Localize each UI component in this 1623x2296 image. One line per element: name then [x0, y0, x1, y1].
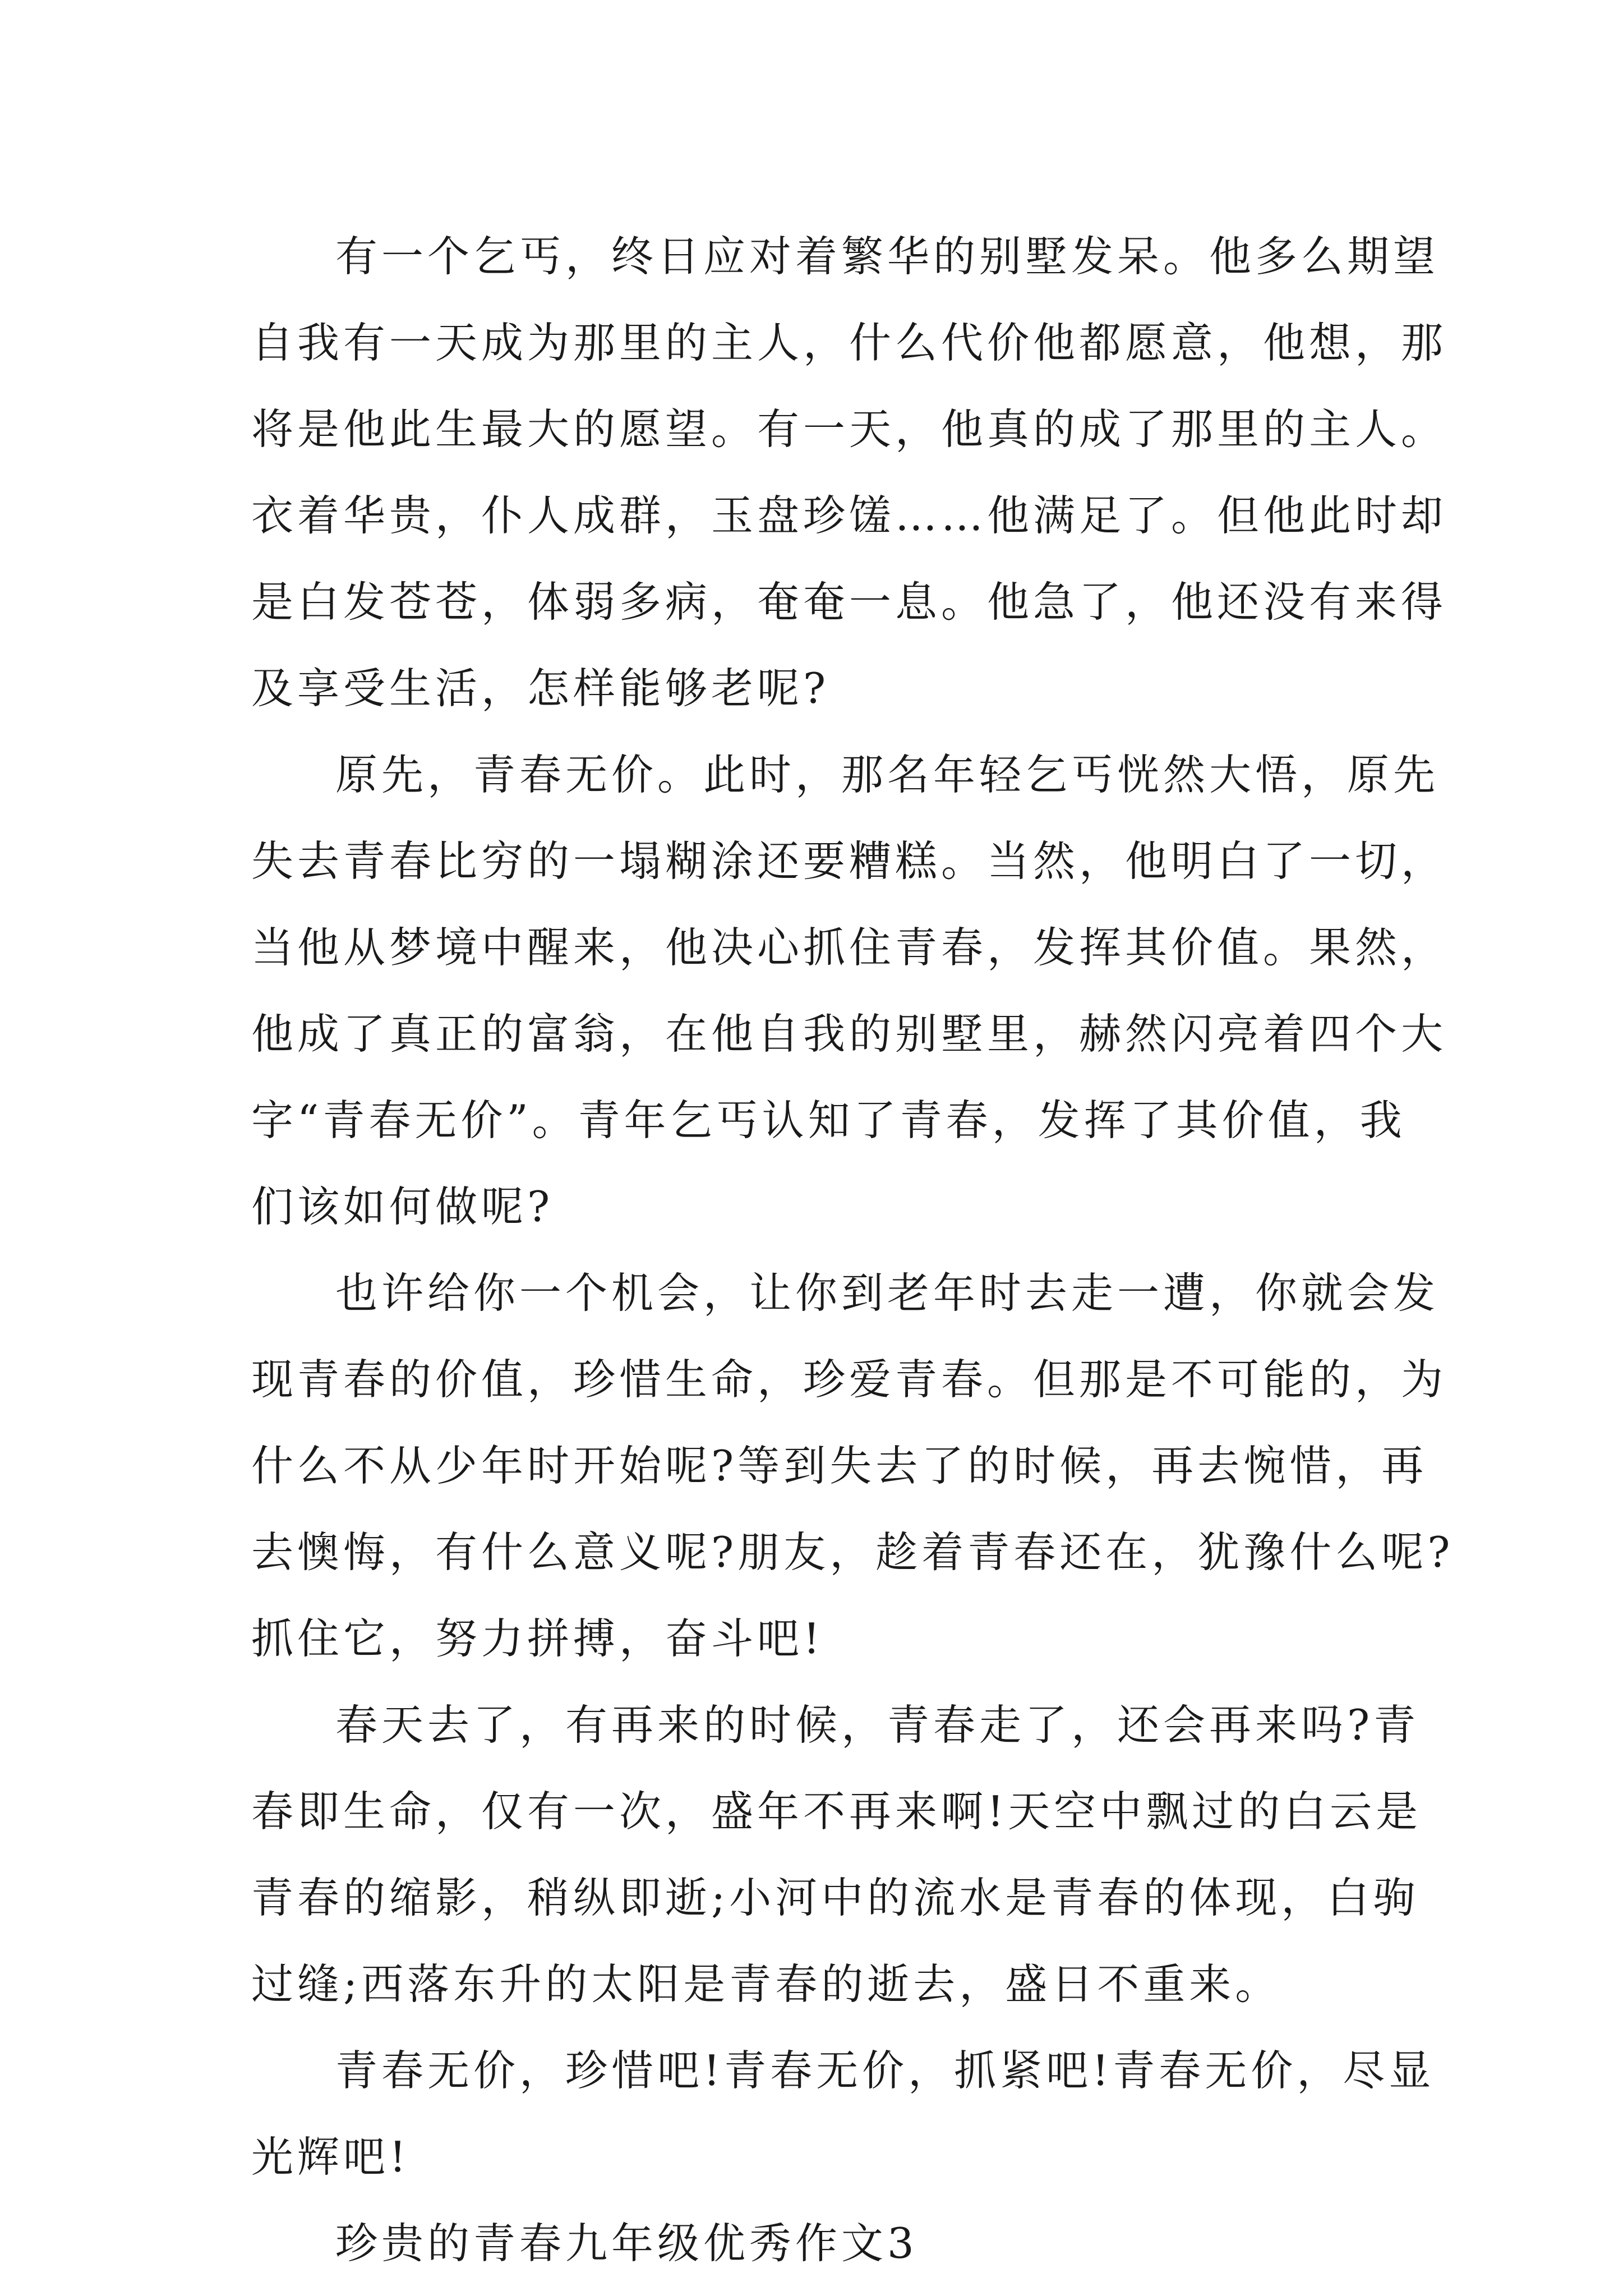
paragraph-3	[251, 1250, 1454, 1682]
text-line: 青春无价，珍惜吧!青春无价，抓紧吧!青春无价，尽显	[335, 2046, 1435, 2095]
paragraph-5	[251, 2027, 1435, 2200]
text-line: 是白发苍苍，体弱多病，奄奄一息。他急了，他还没有来得	[251, 577, 1447, 627]
text-line: 自我有一天成为那里的主人，什么代价他都愿意，他想，那	[251, 318, 1447, 367]
text-line: 字“青春无价”。青年乞丐认知了青春，发挥了其价值，我	[251, 1096, 1406, 1145]
paragraph-2	[251, 731, 1447, 1250]
essay-body	[251, 213, 1454, 2286]
text-line: 青春的缩影，稍纵即逝;小河中的流水是青春的体现，白驹	[251, 1873, 1419, 1922]
text-line: 光辉吧!	[251, 2132, 411, 2182]
text-line: 春即生命，仅有一次，盛年不再来啊!天空中飘过的白云是	[251, 1787, 1422, 1836]
text-line: 抓住它，努力拼搏，奋斗吧!	[251, 1614, 824, 1663]
text-line: 去懊悔，有什么意义呢?朋友，趁着青春还在，犹豫什么呢?	[251, 1527, 1454, 1577]
paragraph-1	[251, 213, 1447, 731]
text-line: 现青春的价值，珍惜生命，珍爱青春。但那是不可能的，为	[251, 1355, 1447, 1404]
text-line: 当他从梦境中醒来，他决心抓住青春，发挥其价值。果然，	[251, 923, 1447, 972]
text-line: 衣着华贵，仆人成群，玉盘珍馐……他满足了。但他此时却	[251, 491, 1447, 540]
text-line: 将是他此生最大的愿望。有一天，他真的成了那里的主人。	[251, 404, 1447, 454]
text-line: 什么不从少年时开始呢?等到失去了的时候，再去惋惜，再	[251, 1441, 1428, 1490]
text-line: 有一个乞丐，终日应对着繁华的别墅发呆。他多么期望	[335, 232, 1440, 281]
text-line: 过缝;西落东升的太阳是青春的逝去，盛日不重来。	[251, 1959, 1281, 2009]
text-line: 失去青春比穷的一塌糊涂还要糟糕。当然，他明白了一切，	[251, 836, 1447, 886]
text-line: 们该如何做呢?	[251, 1182, 554, 1231]
text-line: 原先，青春无价。此时，那名年轻乞丐恍然大悟，原先	[335, 750, 1440, 799]
text-line: 春天去了，有再来的时候，青春走了，还会再来吗?青	[335, 1700, 1420, 1750]
text-line: 及享受生活，怎样能够老呢?	[251, 664, 830, 713]
paragraph-4	[251, 1682, 1422, 2027]
text-line: 他成了真正的富翁，在他自我的别墅里，赫然闪亮着四个大	[251, 1009, 1447, 1059]
section-heading: 珍贵的青春九年级优秀作文3	[335, 2219, 918, 2268]
text-line: 也许给你一个机会，让你到老年时去走一遭，你就会发	[335, 1268, 1440, 1318]
